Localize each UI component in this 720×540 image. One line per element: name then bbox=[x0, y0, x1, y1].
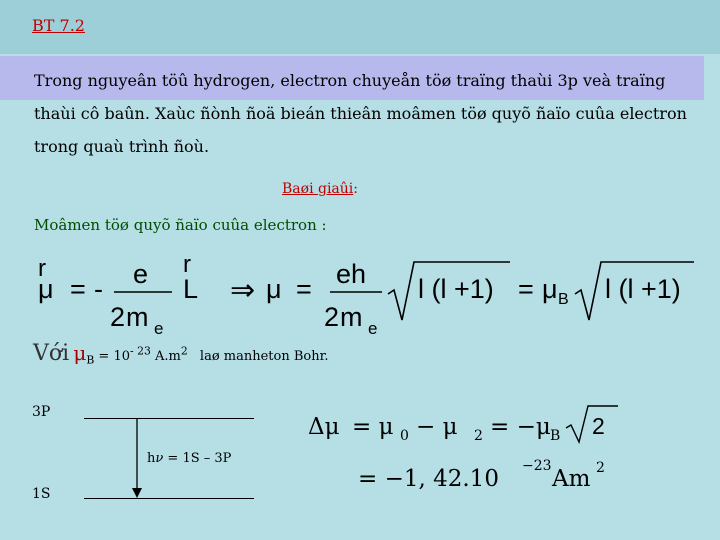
result-equation bbox=[300, 398, 630, 498]
bohr-magneton-line bbox=[33, 341, 329, 367]
level-1s-label: 1S bbox=[32, 486, 51, 502]
formula-mu-2: μ bbox=[266, 274, 282, 304]
result-eq2: = −μ bbox=[490, 414, 551, 440]
result-line2-unit-exp: 2 bbox=[596, 460, 605, 476]
transition-text: = 1S – 3P bbox=[163, 451, 232, 466]
vec-r-2: r bbox=[183, 251, 191, 278]
exercise-title: BT 7.2 bbox=[32, 16, 85, 35]
bohr-unit-exponent: 2 bbox=[180, 344, 188, 358]
formula-sub-e-1: e bbox=[154, 319, 164, 338]
transition-arrowhead bbox=[132, 488, 142, 498]
formula-eq-3: = bbox=[518, 274, 534, 304]
bohr-unit: A.m bbox=[155, 349, 181, 364]
level-3p-line bbox=[84, 418, 254, 419]
formula-m-1: m bbox=[126, 302, 149, 332]
transition-arrow bbox=[130, 416, 144, 500]
photon-label bbox=[147, 451, 231, 466]
sqrt-arg-2: l (l +1) bbox=[605, 274, 681, 304]
orbital-moment-label: Moâmen töø quyõ ñaïo cuûa electron : bbox=[34, 216, 327, 234]
level-3p-label: 3P bbox=[32, 404, 51, 420]
formula-eh: eh bbox=[336, 259, 367, 289]
formula-m-2: m bbox=[340, 302, 363, 332]
result-subB: B bbox=[550, 428, 561, 444]
voi-word: Với bbox=[33, 341, 70, 366]
bohr-description: laø manheton Bohr. bbox=[199, 349, 329, 364]
planck-h: h bbox=[147, 451, 156, 466]
formula-2-1: 2 bbox=[110, 302, 126, 332]
implies-arrow: ⇒ bbox=[230, 274, 256, 307]
result-eq1: = μ bbox=[352, 414, 394, 440]
formula-sub-B: B bbox=[558, 291, 569, 308]
formula-minus: - bbox=[94, 274, 103, 304]
problem-statement: Trong nguyeân töû hydrogen, electron chuyeån töø traïng thaùi 3p veà traïng thaùi cô baûn. Xaùc ñònh ñoä bieán thieân moâmen töø quyõ ñaïo cuûa electron trong quaù trình ñoù. bbox=[34, 71, 687, 156]
formula-mu-B: μ bbox=[542, 274, 558, 304]
magnetic-moment-formula bbox=[30, 250, 700, 338]
sqrt-arg-1: l (l +1) bbox=[418, 274, 494, 304]
formula-sub-e-2: e bbox=[368, 319, 378, 338]
result-line2-value: = −1, 42.10 bbox=[358, 466, 499, 492]
result-delta-mu: Δμ bbox=[308, 414, 340, 440]
solution-heading-colon: : bbox=[353, 181, 358, 197]
result-sub2: 2 bbox=[474, 428, 483, 444]
result-sqrt-2: 2 bbox=[592, 413, 605, 439]
formula-eq-2: = bbox=[296, 274, 312, 304]
formula-mu-1: μ bbox=[38, 274, 54, 304]
level-1s-line bbox=[84, 498, 254, 499]
bohr-exponent: - 23 bbox=[130, 344, 151, 358]
formula-e: e bbox=[133, 259, 149, 289]
title-bar bbox=[0, 0, 720, 54]
formula-eq-1: = bbox=[70, 274, 86, 304]
result-minus: − μ bbox=[416, 414, 458, 440]
mu-b-subscript: B bbox=[86, 353, 95, 367]
solution-heading-text: Baøi giaûi bbox=[282, 181, 354, 197]
formula-L: L bbox=[183, 274, 199, 304]
formula-2-2: 2 bbox=[324, 302, 340, 332]
vec-r-1: r bbox=[38, 255, 46, 282]
bohr-value: = 10 bbox=[98, 349, 130, 364]
nu-symbol: ν bbox=[155, 451, 164, 466]
result-sub0: 0 bbox=[400, 428, 409, 444]
mu-b-symbol: μ bbox=[73, 341, 87, 365]
result-line2-exp: −23 bbox=[522, 458, 552, 474]
solution-heading bbox=[282, 181, 358, 197]
result-line2-unit: Am bbox=[552, 466, 591, 492]
